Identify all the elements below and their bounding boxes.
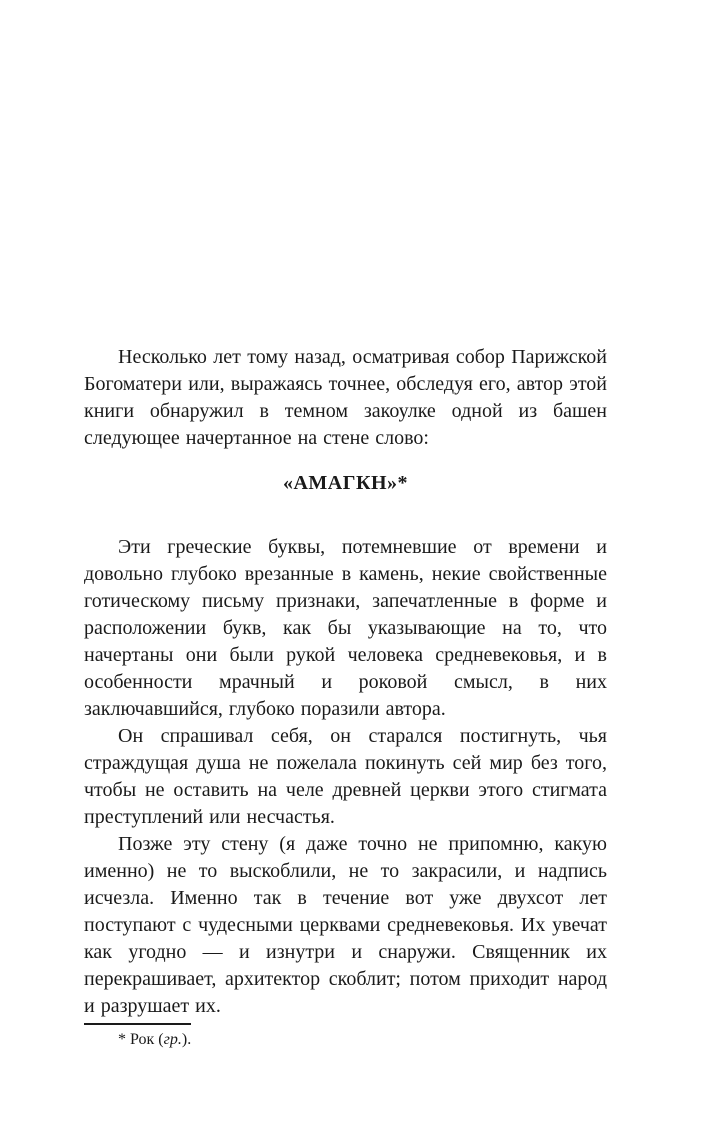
paragraph-he-wondered: Он спрашивал себя, он старался постигнуть, чья страждущая душа не пожелала покинуть сей мир без того, чтобы не оставить на челе древней церкви этого стигмата преступлений или несчастья. — [84, 725, 607, 828]
footnote-suffix: ). — [181, 1031, 192, 1048]
paragraph-later-wall: Позже эту стену (я даже точно не припомню, какую именно) не то выскоблили, не то закрасили, и надпись исчезла. Именно так в течение вот уже двухсот лет поступают с чудесными церквами средневековья. Их увечат как угодно — и изнутри и снаружи. Священник их перекрашивает, архитектор скоблит; потом приходит народ и разрушает их. — [84, 833, 607, 1017]
inscription-heading: «АМАГКН»* — [282, 472, 409, 494]
paragraph-intro: Несколько лет тому назад, осматривая собор Парижской Богоматери или, выражаясь точнее, обследуя его, автор этой книги обнаружил в темном закоулке одной из башен следующее начертанное на стене слово: — [84, 346, 607, 449]
footnote-text — [84, 1029, 607, 1050]
paragraph-greek-letters: Эти греческие буквы, потемневшие от времени и довольно глубоко врезанные в камень, некие свойственные готическому письму признаки, запечатленные в форме и расположении букв, как бы указывающие на то, что начертаны они были рукой человека средневековья, и в особенности мрачный и роковой смысл, в них заключавшийся, глубоко поразили автора. — [84, 536, 607, 720]
footnote-language-abbr: гр. — [163, 1031, 182, 1048]
text-block — [84, 344, 607, 1050]
footnote — [84, 1023, 607, 1050]
footnote-prefix: * Рок ( — [118, 1031, 164, 1048]
footnote-divider — [84, 1023, 191, 1025]
